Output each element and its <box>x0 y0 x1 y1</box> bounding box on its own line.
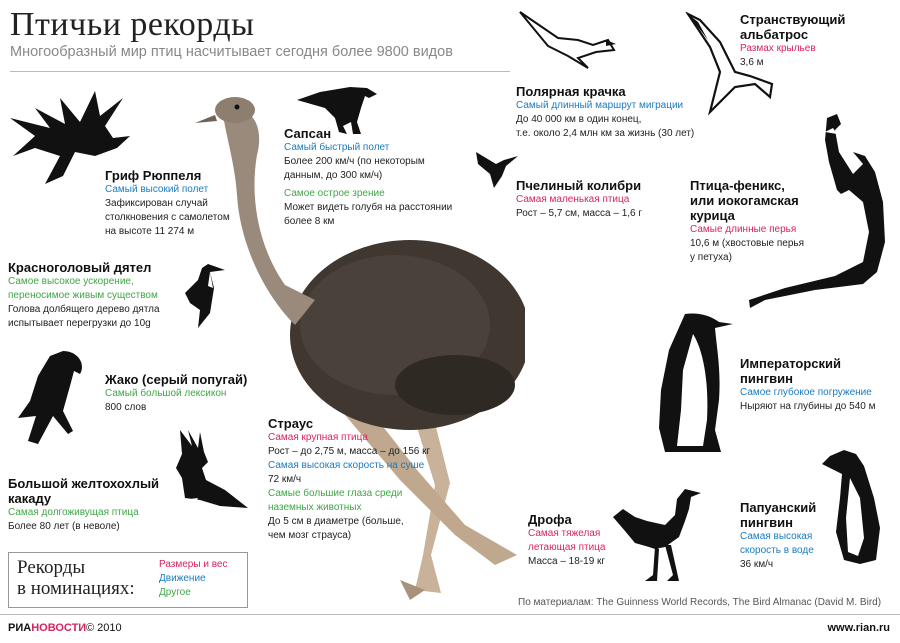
ostrich-name: Страус <box>268 416 314 431</box>
legend-item-other: Другое <box>159 587 191 598</box>
page-title: Птичьи рекорды <box>10 6 255 43</box>
gentoo-record-2: скорость в воде <box>740 545 814 556</box>
ostrich-record-3a: Самые большие глаза среди <box>268 488 403 499</box>
legend-item-movement: Движение <box>159 573 206 584</box>
emperor-penguin-silhouette <box>655 310 735 458</box>
albatross-block <box>740 12 845 70</box>
bustard-desc: Масса – 18-19 кг <box>528 556 606 567</box>
jaco-parrot-silhouette <box>8 346 88 446</box>
griffon-desc-2: столкновения с самолетом <box>105 212 230 223</box>
copyright: © 2010 <box>86 622 122 634</box>
emperor-record: Самое глубокое погружение <box>740 387 872 398</box>
woodpecker-name: Красноголовый дятел <box>8 260 152 275</box>
phoenix-name-3: курица <box>690 208 735 223</box>
woodpecker-record-2: переносимое живым существом <box>8 290 158 301</box>
ostrich-record-3b: наземных животных <box>268 502 362 513</box>
emperor-name-2: пингвин <box>740 371 793 386</box>
gentoo-name-1: Папуанский <box>740 500 817 515</box>
gentoo-desc: 36 км/ч <box>740 559 774 570</box>
page-subtitle: Многообразный мир птиц насчитывает сегодня более 9800 видов <box>10 44 453 60</box>
phoenix-name-1: Птица-феникс, <box>690 178 785 193</box>
jaco-block <box>105 372 247 415</box>
great-bustard-silhouette <box>605 485 705 583</box>
peregrine-name: Сапсан <box>284 126 332 141</box>
griffon-block <box>105 168 230 239</box>
hummingbird-name: Пчелиный колибри <box>516 178 642 193</box>
cockatoo-record: Самая долгоживущая птица <box>8 507 139 518</box>
legend-title <box>17 557 135 599</box>
peregrine-desc-1a: Более 200 км/ч (по некоторым <box>284 156 425 167</box>
woodpecker-block <box>8 260 160 331</box>
hummingbird-silhouette <box>474 150 520 190</box>
albatross-record: Размах крыльев <box>740 43 816 54</box>
phoenix-desc-2: у петуха) <box>690 252 732 263</box>
griffon-desc-1: Зафиксирован случай <box>105 198 208 209</box>
ostrich-desc-2: 72 км/ч <box>268 474 302 485</box>
emperor-name-1: Императорский <box>740 356 842 371</box>
woodpecker-record-1: Самое высокое ускорение, <box>8 276 134 287</box>
hummingbird-record: Самая маленькая птица <box>516 194 630 205</box>
tern-block <box>516 84 694 141</box>
legend-box <box>8 552 248 608</box>
peregrine-record-1: Самый быстрый полет <box>284 142 390 153</box>
hummingbird-desc: Рост – 5,7 см, масса – 1,6 г <box>516 208 643 219</box>
ostrich-record-2: Самая высокая скорость на суше <box>268 460 425 471</box>
logo-text-ria: РИА <box>8 622 32 634</box>
jaco-record: Самый большой лексикон <box>105 388 227 399</box>
legend-title-line-2: в номинациях: <box>17 578 135 599</box>
woodpecker-silhouette <box>180 258 228 330</box>
bustard-record-2: летающая птица <box>528 542 606 553</box>
albatross-desc: 3,6 м <box>740 57 764 68</box>
gentoo-penguin-block <box>740 500 816 572</box>
gentoo-penguin-silhouette <box>820 448 888 566</box>
tern-name: Полярная крачка <box>516 84 626 99</box>
gentoo-name-2: пингвин <box>740 515 793 530</box>
phoenix-name-2: или иокогамская <box>690 193 799 208</box>
cockatoo-silhouette <box>170 428 250 512</box>
hummingbird-block <box>516 178 642 221</box>
peregrine-record-2: Самое острое зрение <box>284 188 385 199</box>
ostrich-desc-3b: чем мозг страуса) <box>268 530 352 541</box>
tern-desc-2: т.е. около 2,4 млн км за жизнь (30 лет) <box>516 128 695 139</box>
source-note: По материалам: The Guinness World Records, The Bird Almanac (David M. Bird) <box>518 597 882 608</box>
ostrich-desc-1: Рост – до 2,75 м, масса – до 156 кг <box>268 446 431 457</box>
griffon-record: Самый высокий полет <box>105 184 209 195</box>
cockatoo-block <box>8 476 159 534</box>
bustard-record-1: Самая тяжелая <box>528 528 601 539</box>
peregrine-desc-2b: более 8 км <box>284 216 335 227</box>
arctic-tern-silhouette <box>518 10 618 70</box>
ostrich-block <box>268 416 430 543</box>
woodpecker-desc-1: Голова долбящего дерево дятла <box>8 304 160 315</box>
woodpecker-desc-2: испытывает перегрузки до 10g <box>8 318 151 329</box>
peregrine-desc-2a: Может видеть голубя на расстоянии <box>284 202 453 213</box>
cockatoo-name-2: какаду <box>8 491 52 506</box>
bustard-name: Дрофа <box>528 512 572 527</box>
bustard-block <box>528 512 605 569</box>
ostrich-record-1: Самая крупная птица <box>268 432 368 443</box>
phoenix-desc-1: 10,6 м (хвостовые перья <box>690 238 805 249</box>
emperor-desc: Ныряют на глубины до 540 м <box>740 401 876 412</box>
griffon-name: Гриф Рюппеля <box>105 168 202 183</box>
phoenix-record: Самые длинные перья <box>690 224 797 235</box>
footer <box>0 614 900 643</box>
jaco-name: Жако (серый попугай) <box>105 372 248 387</box>
griffon-desc-3: на высоте 11 274 м <box>105 226 195 237</box>
tern-record: Самый длинный маршрут миграции <box>516 100 684 111</box>
cockatoo-name-1: Большой желтохохлый <box>8 476 160 491</box>
site-link[interactable]: www.rian.ru <box>827 622 890 634</box>
peregrine-block <box>284 126 452 229</box>
phoenix-block <box>690 178 804 265</box>
emperor-penguin-block <box>740 356 875 414</box>
legend-title-line-1: Рекорды <box>17 557 86 578</box>
ria-novosti-logo[interactable] <box>8 622 86 634</box>
albatross-name-2: альбатрос <box>740 27 809 42</box>
tern-desc-1: До 40 000 км в один конец, <box>516 114 642 125</box>
logo-text-novosti: НОВОСТИ <box>31 622 87 634</box>
ostrich-desc-3a: До 5 см в диаметре (больше, <box>268 516 404 527</box>
cockatoo-desc: Более 80 лет (в неволе) <box>8 521 120 532</box>
gentoo-record-1: Самая высокая <box>740 531 813 542</box>
title-divider <box>10 71 510 72</box>
legend-item-size: Размеры и вес <box>159 559 228 570</box>
jaco-desc: 800 слов <box>105 402 147 413</box>
peregrine-desc-1b: данным, до 300 км/ч) <box>284 170 383 181</box>
albatross-name-1: Странствующий <box>740 12 846 27</box>
